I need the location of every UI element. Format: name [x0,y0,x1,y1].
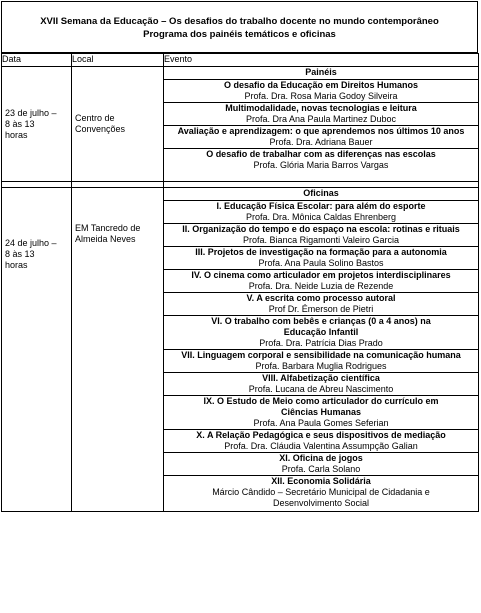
event-title: XVII Semana da Educação – Os desafios do trabalho docente no mundo contemporâneo [40,16,439,27]
event-title: VII. Linguagem corporal e sensibilidade na comunicação humana [181,350,461,360]
day2-local-line: Almeida Neves [75,234,136,244]
column-header-date: Data [2,54,72,67]
day2-event [164,476,479,512]
day2-event [164,270,479,293]
day2-event [164,247,479,270]
event-speaker: Profa. Barbara Muglia Rodrigues [255,361,387,371]
day2-event [164,224,479,247]
program-subtitle: Programa dos painéis temáticos e oficinas [143,29,336,40]
event-speaker: Profa. Bianca Rigamonti Valeiro Garcia [243,235,399,245]
day2-date-line: 8 às 13 [5,249,35,259]
day1-date [2,67,72,182]
event-title: IX. O Estudo de Meio como articulador do currículo em Ciências Humanas [203,396,439,417]
day2-event [164,350,479,373]
event-speaker: Prof Dr. Émerson de Pietri [268,304,374,314]
event-title: IV. O cinema como articulador em projetos interdisciplinares [191,270,451,280]
day2-section-row [2,188,479,201]
day2-event [164,453,479,476]
event-speaker: Márcio Cândido – Secretário Municipal de Cidadania e Desenvolvimento Social [212,487,430,508]
day2-event [164,396,479,430]
event-speaker: Profa. Dra. Patrícia Dias Prado [259,338,383,348]
day1-event [164,149,479,182]
day1-section-title: Painéis [164,67,479,80]
day2-date-line: horas [5,260,28,270]
event-title: XII. Economia Solidária [271,476,371,486]
day2-event [164,430,479,453]
day2-event [164,201,479,224]
day2-local-line: EM Tancredo de [75,223,141,233]
event-speaker: Profa. Ana Paula Gomes Seferian [253,418,389,428]
event-title: O desafio de trabalhar com as diferenças nas escolas [206,149,436,159]
event-title: O desafio da Educação em Direitos Humanos [223,80,419,90]
day1-date-line: 8 às 13 [5,118,35,129]
schedule-table [1,53,479,512]
day1-local-line: Centro de [75,113,115,123]
event-title: II. Organização do tempo e do espaço na escola: rotinas e rituais [182,224,460,234]
event-title: XI. Oficina de jogos [279,453,363,463]
event-title: Avaliação e aprendizagem: o que aprendemos nos últimos 10 anos [177,126,465,136]
event-title: V. A escrita como processo autoral [246,293,396,303]
event-title: Multimodalidade, novas tecnologias e leitura [225,103,417,113]
day2-event [164,293,479,316]
event-title: X. A Relação Pedagógica e seus dispositivos de mediação [196,430,446,440]
event-title: III. Projetos de investigação na formação para a autonomia [195,247,447,257]
day2-date [2,188,72,512]
day2-local [72,188,164,512]
event-title: VI. O trabalho com bebês e crianças (0 a 4 anos) na Educação Infantil [211,316,431,337]
column-header-local: Local [72,54,164,67]
day1-event [164,103,479,126]
event-speaker: Profa. Dra. Mônica Caldas Ehrenberg [245,212,397,222]
day1-event [164,126,479,149]
program-header [1,1,478,53]
day1-event [164,80,479,103]
event-speaker: Profa. Dra. Rosa Maria Godoy Silveira [244,91,398,101]
event-speaker: Profa. Glória Maria Barros Vargas [253,160,389,170]
day2-date-line: 24 de julho – [5,238,57,248]
column-header-event: Evento [164,54,479,67]
day1-local [72,67,164,182]
event-speaker: Profa. Dra. Cláudia Valentina Assumpção Galian [224,441,418,451]
day1-date-line: 23 de julho – [5,107,57,118]
event-speaker: Profa. Dra Ana Paula Martinez Duboc [245,114,397,124]
event-title: I. Educação Física Escolar: para além do esporte [216,201,426,211]
event-speaker: Profa. Dra. Adriana Bauer [269,137,373,147]
event-speaker: Profa. Ana Paula Solino Bastos [258,258,384,268]
day1-local-line: Convenções [75,124,126,134]
event-speaker: Profa. Lucana de Abreu Nascimento [248,384,394,394]
day1-section-row [2,67,479,80]
day2-event [164,316,479,350]
day1-date-line: horas [5,129,28,140]
day2-event [164,373,479,396]
event-speaker: Profa. Carla Solano [281,464,361,474]
event-title: VIII. Alfabetização científica [262,373,380,383]
column-header-row [2,54,479,67]
event-speaker: Profa. Dra. Neide Luzia de Rezende [248,281,394,291]
day2-section-title: Oficinas [164,188,479,201]
